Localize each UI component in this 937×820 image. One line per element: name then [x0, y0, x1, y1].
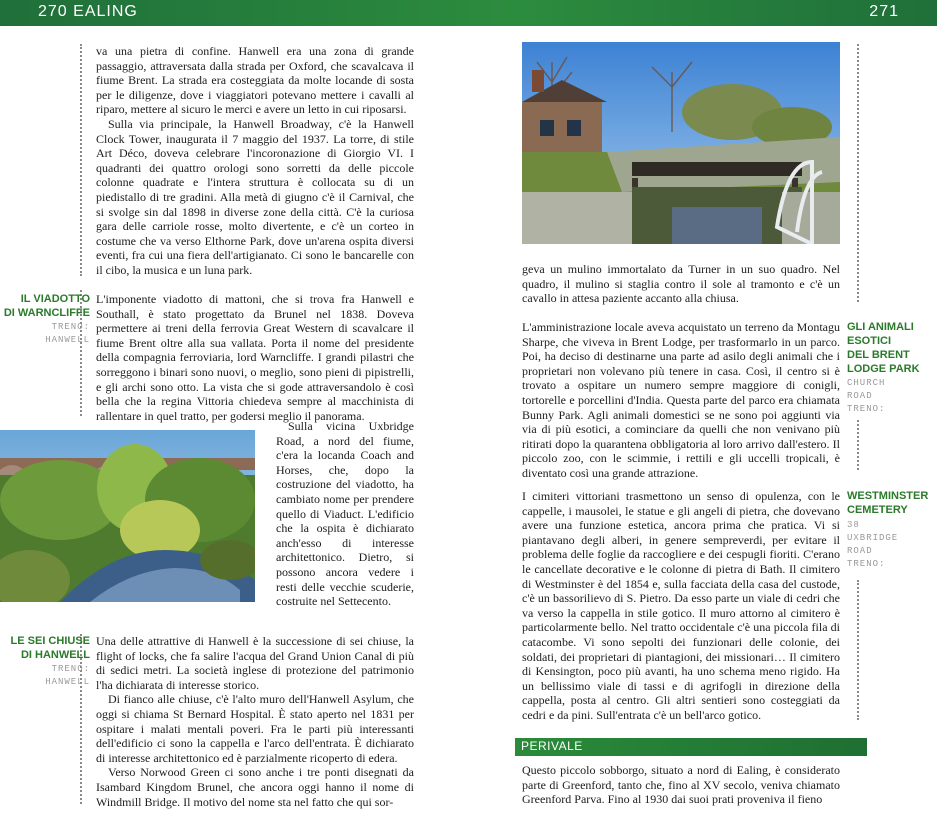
viaduct-river-photo	[0, 430, 255, 602]
intro-paragraph-1: va una pietra di confine. Hanwell era una zona di grande passaggio, attraversata dalla strada per Oxford, che scavalcava il fiume Brent. La strada era costeggiata da molte locande di sosta per le diligenze, dove i viaggiatori potevano mettere i cavalli al riparo, mettere al sicuro le merci e avere un letto in cui riposarsi.	[96, 44, 414, 117]
exotic-animals-subtitle: CHURCH ROAD TRENO:	[847, 378, 886, 414]
cemetery-text: I cimiteri vittoriani trasmettono un senso di opulenza, con le cappelle, i mausolei, le statue e gli angeli di pietra, che dovevano avere una funzione estetica, ancora prima che pratica. Vi si piantavano degli alberi, in genere sempreverdi, per evitare il problema delle foglie da raccogliere e dei cespugli fioriti. C'erano le cancellate decorative e le colonne di pietra di Bath. Il cimitero di Westminster è del 1854 e, sulla facciata della casa del custode, c'è un bassorilievo di S. Pietro. Da esso parte un viale di cedri che va verso la cappella in stile gotico. Il muro attorno al cimitero è particolarmente bello. Nel tratto occidentale c'è una piccola fila di catacombe. Vi sono sepolti dei funzionari delle colonie, dei soldati, dei proprietari di piantagioni, dei missionari… Il cimitero di Kensington, poco più avanti, ha uno schema meno rigido. Ha un bellissimo viale di tassi e di agrifogli in direzione della cappella, posta al centro. Gli altri sentieri sono costeggiati da cedri e da pini. Sull'entrata c'è un bell'arco gotico.	[522, 489, 840, 722]
locks-subtitle: TRENO: HANWELL	[45, 664, 90, 687]
header-bar	[0, 0, 937, 26]
locks-text: Una delle attrattive di Hanwell è la successione di sei chiuse, la flight of locks, che fa salire l'acqua del Grand Union Canal di più di sedici metri. La società inglese di protezione del patrimonio l'ha dichiarata di interesse storico. Di fianco alle chiuse, c'è l'alto muro dell'Hanwell Asylum, che oggi si chiama St Bernard Hospital. È stato aperto nel 1831 per ospitare i malati mentali poveri. Fra le parti più interessanti dell'edificio ci sono la cappella e l'arco dell'entrata. È dichiarato di interesse architettonico ed è parzialmente ricoperto di edera. Verso Norwood Green ci sono anche i tre ponti disegnati da Isambard Kingdom Brunel, che ancora oggi hanno il nome di Windmill Bridge. Il motivo del nome sta nel fatto che qui sor-	[96, 634, 414, 809]
right-dotted-rule-mid	[857, 420, 859, 470]
left-page-label: 270 EALING	[38, 3, 138, 20]
perivale-section-heading: PERIVALE	[515, 738, 867, 756]
cemetery-title: WESTMINSTER CEMETERY	[847, 490, 929, 516]
locks-title: LE SEI CHIUSE DI HANWELL	[10, 635, 90, 661]
cemetery-subtitle: 38 UXBRIDGE ROAD TRENO:	[847, 520, 899, 569]
exotic-animals-text: L'amministrazione locale aveva acquistato un terreno da Montagu Sharpe, che viveva in Brent Lodge, per trasformarlo in un parco. Poi, ha deciso di destinarne una parte ad asilo degli animali che i proprietari non volevano più tenere in casa. Così, il centro si è trovato a ospitare un numero sempre maggiore di conigli, tortorelle e porcellini d'India. Questa parte del parco era chiamata Bunny Park. Agli animali domestici se ne sono poi aggiunti via via di più esotici, a cominciare da quelli che non venivano più ritirati dopo la quarantena obbligatoria al loro arrivo dall'estero. Il piccolo zoo, con le scimmie, i rettili e gli uccelli tropicali, è diventato così una grande attrazione.	[522, 320, 840, 480]
viaduct-text: L'imponente viadotto di mattoni, che si trova fra Hanwell e Southall, è stato progettato da Brunel nel 1838. Doveva permettere ai treni della ferrovia Great Western di scavalcare il fiume Brent oltre alla sua vallata. Porta il nome del presidente della compagnia ferroviaria, lord Warncliffe. I grandi pilastri che sorreggono i binari sono nuovi, o meglio, sono pieni di pipistrelli, e gli archi sono otto. La vista che si gode attraversandolo è così bella che la regina Vittoria chiedeva sempre al macchinista di rallentare in quel tratto, per godersi meglio il panorama.	[96, 292, 414, 423]
right-dotted-rule-bot	[857, 580, 859, 720]
exotic-animals-title: GLI ANIMALI ESOTICI DEL BRENT LODGE PARK	[847, 321, 920, 375]
right-dotted-rule-top	[857, 44, 859, 302]
intro-text	[96, 44, 414, 278]
intro-paragraph-2: Sulla via principale, la Hanwell Broadway, c'è la Hanwell Clock Tower, inaugurata il 7 maggio del 1937. La torre, di stile Art Déco, doveva celebrare l'incoronazione di Giorgio VI. I quadranti dei quattro orologi sono sorretti da delle piccole colonne quadrate e l'intera struttura è collocata su di un piedistallo di tre gradini. Alla metà di giugno c'è il Carnival, che si svolge sin dal 1898 in diverse zone della città. C'è la curiosa gara delle carriole rosse, molto divertente, e c'è un corteo in costume che va verso Elthorne Park, dove un'arena ospita diversi eventi, fra cui una fiera dell'artigianato. Ci sono le bancarelle con il cibo, la musica e un luna park.	[96, 116, 414, 277]
mill-text: geva un mulino immortalato da Turner in un suo quadro. Nel quadro, il mulino si staglia contro il sole al tramonto e c'è un cavallo in attesa paziente accanto alla chiusa.	[522, 262, 840, 306]
perivale-text: Questo piccolo sobborgo, situato a nord di Ealing, è considerato parte di Greenford, tanto che, fino al XV secolo, veniva chiamato Greenford Parva. Fino al 1930 dai suoi prati proveniva il fieno	[522, 763, 840, 807]
left-dotted-rule-top	[80, 44, 82, 276]
viaduct-title: IL VIADOTTO DI WARNCLIFFE	[3, 293, 90, 319]
viaduct-text-continued: Sulla vicina Uxbridge Road, a nord del fiume, c'era la locanda Coach and Horses, che, dopo la costruzione del viadotto, ha cambiato nome per prendere quello di Viaduct. L'edificio che la ospita è dichiarato anch'esso di interesse architettonico. Dietro, si possono ancora vedere i resti delle vecchie scuderie, costruite nel Settecento.	[276, 419, 414, 609]
right-page-label: 271	[869, 3, 899, 20]
viaduct-subtitle: TRENO: HANWELL	[45, 322, 90, 345]
canal-locks-photo	[522, 42, 840, 244]
